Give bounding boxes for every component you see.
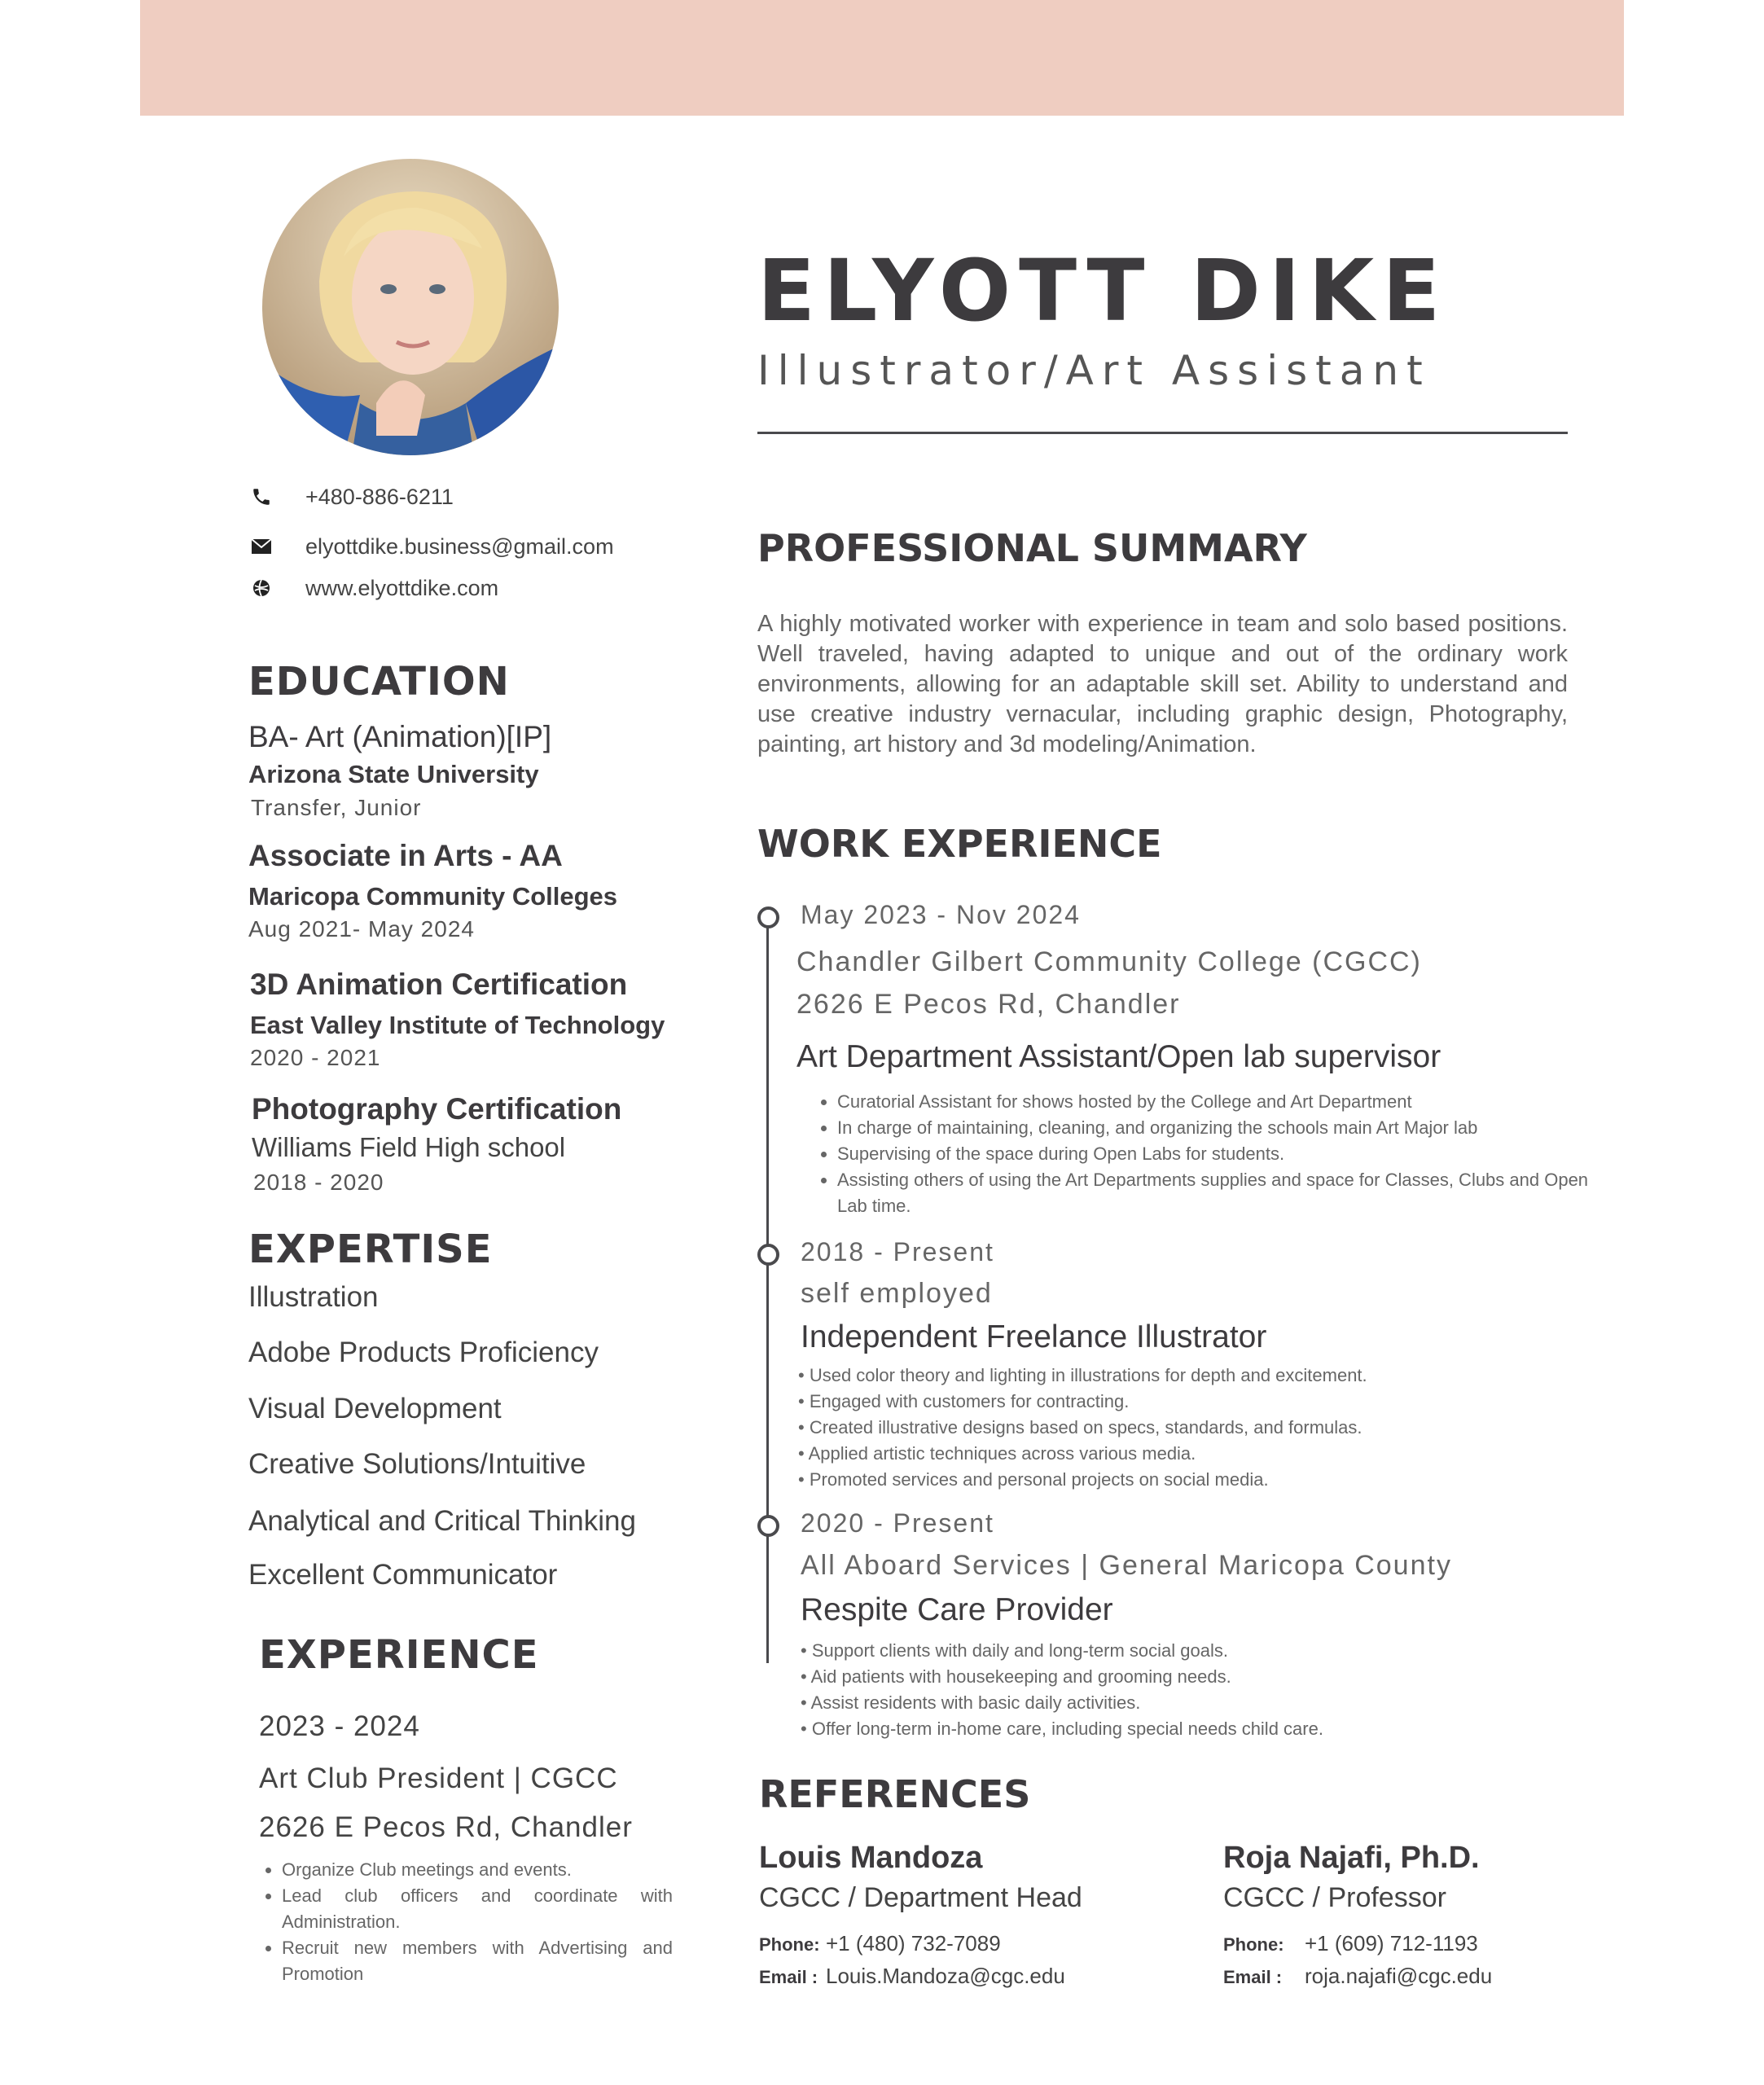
list-item: • Aid patients with housekeeping and grooming needs. [801, 1664, 1566, 1690]
list-item: • Curatorial Assistant for shows hosted by the College and Art Department [837, 1089, 1591, 1115]
skill-item: Analytical and Critical Thinking [248, 1505, 636, 1537]
candidate-name: ELYOTT DIKE [757, 241, 1449, 340]
reference-role: CGCC / Professor [1223, 1882, 1446, 1913]
reference-phone [759, 1933, 1001, 1954]
job-company: All Aboard Services | General Maricopa County [801, 1550, 1452, 1581]
summary-text: A highly motivated worker with experience in team and solo based positions. Well traveled, having adapted to unique and out of the ordinary work environments, allowing for an adaptable skill set. Ability to understand and use creative industry vernacular, including graphic design, Photography, painting, art history and 3d modeling/Animation. [757, 611, 1568, 757]
expertise-heading: EXPERTISE [248, 1227, 493, 1272]
experience-title: Art Club President | CGCC [259, 1762, 618, 1794]
education-school: Maricopa Community Colleges [248, 882, 618, 911]
header-band [140, 0, 1624, 116]
email-label: Email : [1223, 1967, 1283, 1987]
email-address[interactable]: elyottdike.business@gmail.com [305, 533, 614, 559]
education-degree: BA- Art (Animation)[IP] [248, 720, 552, 753]
reference-phone [1223, 1933, 1478, 1954]
education-heading: EDUCATION [248, 659, 510, 705]
phone-icon [248, 484, 274, 510]
experience-heading: EXPERIENCE [259, 1632, 539, 1678]
experience-date: 2023 - 2024 [259, 1710, 420, 1742]
job-address: 2626 E Pecos Rd, Chandler [796, 989, 1181, 1020]
list-item: • Supervising of the space during Open Labs for students. [837, 1141, 1591, 1167]
contact-website [248, 572, 498, 604]
list-item: • Promoted services and personal projects on social media. [798, 1467, 1568, 1493]
education-date: 2020 - 2021 [250, 1045, 381, 1070]
list-item: • Lead club officers and coordinate with Administration. [282, 1883, 673, 1935]
list-item: • In charge of maintaining, cleaning, and organizing the schools main Art Major lab [837, 1115, 1591, 1141]
list-item: • Applied artistic techniques across various media. [798, 1441, 1568, 1467]
job-title: Art Department Assistant/Open lab supervisor [796, 1039, 1441, 1074]
email-value[interactable]: Louis.Mandoza@cgc.edu [826, 1964, 1065, 1988]
job-company: Chandler Gilbert Community College (CGCC) [796, 946, 1422, 977]
job-title: Independent Freelance Illustrator [801, 1319, 1267, 1354]
job-date: 2018 - Present [801, 1237, 994, 1266]
website-url[interactable]: www.elyottdike.com [305, 575, 499, 600]
job-bullets [814, 1089, 1591, 1219]
reference-email [759, 1965, 1065, 1986]
reference-role: CGCC / Department Head [759, 1882, 1082, 1913]
references-heading: REFERENCES [759, 1772, 1031, 1816]
job-date: 2020 - Present [801, 1508, 994, 1538]
contact-email [248, 530, 614, 563]
phone-label: Phone: [759, 1934, 820, 1955]
phone-value: +1 (609) 712-1193 [1305, 1931, 1478, 1956]
list-item: • Support clients with daily and long-term social goals. [801, 1638, 1566, 1664]
phone-number: +480-886-6211 [305, 484, 454, 509]
list-item: • Engaged with customers for contracting. [798, 1389, 1568, 1415]
timeline-line [766, 914, 769, 1663]
list-item: • Recruit new members with Advertising and Promotion [282, 1935, 673, 1987]
job-company: self employed [801, 1278, 993, 1309]
education-school: Arizona State University [248, 760, 539, 788]
work-heading: WORK EXPERIENCE [757, 822, 1162, 866]
experience-bullets [259, 1857, 673, 1987]
header-divider [757, 432, 1568, 434]
job-bullets [801, 1638, 1566, 1742]
mail-icon [248, 533, 274, 560]
timeline-dot [757, 906, 779, 928]
timeline-dot [757, 1244, 779, 1266]
education-school: East Valley Institute of Technology [250, 1011, 665, 1039]
skill-item: Excellent Communicator [248, 1559, 558, 1591]
list-item: • Used color theory and lighting in illustrations for depth and excitement. [798, 1363, 1568, 1389]
list-item: • Assist residents with basic daily activities. [801, 1690, 1566, 1716]
experience-address: 2626 E Pecos Rd, Chandler [259, 1811, 633, 1843]
education-degree: 3D Animation Certification [250, 968, 628, 1001]
reference-name: Roja Najafi, Ph.D. [1223, 1841, 1480, 1875]
globe-icon [248, 575, 274, 601]
list-item: • Created illustrative designs based on specs, standards, and formulas. [798, 1415, 1568, 1441]
education-degree: Photography Certification [252, 1092, 622, 1126]
list-item: • Offer long-term in-home care, including special needs child care. [801, 1716, 1566, 1742]
education-date: Aug 2021- May 2024 [248, 916, 475, 942]
reference-name: Louis Mandoza [759, 1841, 983, 1875]
profile-photo [262, 159, 559, 455]
reference-email [1223, 1965, 1492, 1986]
skill-item: Creative Solutions/Intuitive [248, 1448, 586, 1480]
email-label: Email : [759, 1967, 818, 1987]
skill-item: Illustration [248, 1281, 379, 1313]
candidate-role: Illustrator/Art Assistant [757, 347, 1431, 394]
phone-label: Phone: [1223, 1934, 1284, 1955]
list-item: • Organize Club meetings and events. [282, 1857, 673, 1883]
timeline-dot [757, 1515, 779, 1537]
skill-item: Visual Development [248, 1393, 502, 1424]
education-school: Williams Field High school [252, 1132, 566, 1162]
email-value[interactable]: roja.najafi@cgc.edu [1305, 1964, 1493, 1988]
education-date: Transfer, Junior [251, 795, 422, 820]
phone-value: +1 (480) 732-7089 [826, 1931, 1001, 1956]
job-title: Respite Care Provider [801, 1592, 1113, 1627]
summary-heading: PROFESSIONAL SUMMARY [757, 526, 1307, 570]
job-date: May 2023 - Nov 2024 [801, 900, 1081, 929]
list-item: • Assisting others of using the Art Departments supplies and space for Classes, Clubs and Open Lab time. [837, 1167, 1591, 1219]
contact-phone [248, 481, 454, 513]
job-bullets [798, 1363, 1568, 1493]
skill-item: Adobe Products Proficiency [248, 1337, 599, 1368]
education-date: 2018 - 2020 [253, 1170, 384, 1195]
education-degree: Associate in Arts - AA [248, 839, 563, 872]
